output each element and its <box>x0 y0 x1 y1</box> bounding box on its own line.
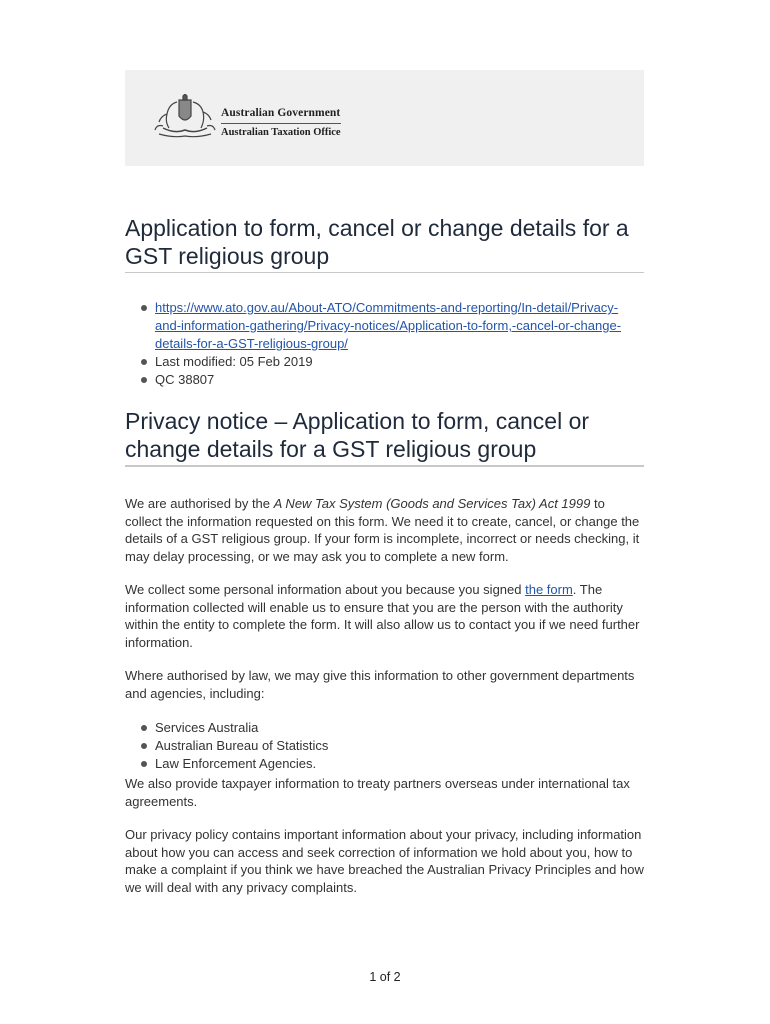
page-number: 1 of 2 <box>369 970 401 984</box>
meta-list <box>125 299 644 389</box>
section-heading: Privacy notice – Application to form, cancel or change details for a GST religious group <box>125 407 644 467</box>
list-item: Services Australia <box>155 719 644 737</box>
list-item: Law Enforcement Agencies. <box>155 755 644 773</box>
page-title: Application to form, cancel or change details for a GST religious group <box>125 214 644 273</box>
last-modified: Last modified: 05 Feb 2019 <box>155 353 644 371</box>
paragraph-treaty: We also provide taxpayer information to treaty partners overseas under international tax agreements. <box>125 776 630 809</box>
source-url-link[interactable]: https://www.ato.gov.au/About-ATO/Commitments-and-reporting/In-detail/Privacy-and-information-gathering/Privacy-notices/Application-to-form,-cancel-or-change-details-for-a-GST-religious-group/ <box>155 300 622 351</box>
paragraph-personal-info: We collect some personal information about you because you signed the form. The information collected will enable us to ensure that you are the person with the authority within the entity to complete the form. It will also allow us to contact you if we need further information. <box>125 582 640 650</box>
paragraph-privacy-policy: Our privacy policy contains important information about your privacy, including information about how you can access and seek correction of information we hold about you, how to make a complaint if you think we have breached the Australian Privacy Principles and how we will deal with any privacy complaints. <box>125 827 644 895</box>
agency-list <box>125 719 644 773</box>
list-item <box>155 299 644 353</box>
government-wordmark <box>221 106 341 140</box>
the-form-link[interactable]: the form <box>525 582 573 597</box>
agency-name: Australian Taxation Office <box>221 127 341 138</box>
document-page <box>125 70 644 896</box>
qc-number: QC 38807 <box>155 371 644 389</box>
coat-of-arms-icon <box>153 94 217 142</box>
paragraph-disclosure: Where authorised by law, we may give this information to other government departments and agencies, including: <box>125 668 635 701</box>
government-name: Australian Government <box>221 106 341 124</box>
list-item: Australian Bureau of Statistics <box>155 737 644 755</box>
header-banner <box>125 70 644 166</box>
act-name: A New Tax System (Goods and Services Tax) Act 1999 <box>273 496 591 511</box>
paragraph-authority: We are authorised by the A New Tax System (Goods and Services Tax) Act 1999 to collect the information requested on this form. We need it to create, cancel, or change the details of a GST religious group. If your form is incomplete, incorrect or needs checking, it may delay processing, or we may ask you to complete a new form. <box>125 496 640 564</box>
